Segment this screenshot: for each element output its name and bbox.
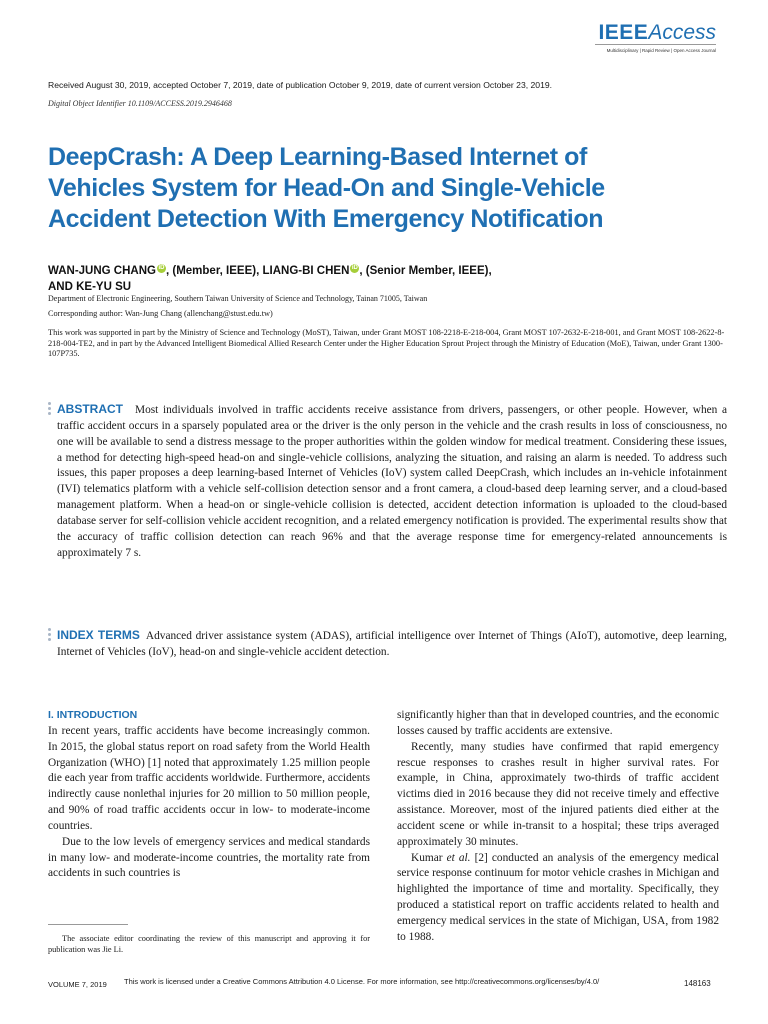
received-dates: Received August 30, 2019, accepted October 7, 2019, date of publication October 9, 2019, date of current version October 23, 2019.	[48, 80, 553, 90]
paragraph	[397, 851, 719, 946]
orcid-icon[interactable]: iD	[351, 265, 358, 272]
footnote: The associate editor coordinating the review of this manuscript and approving it for publication was Jie Li.	[48, 934, 370, 954]
text-run: Kumar	[411, 851, 447, 864]
author-name: LIANG-BI CHEN	[262, 265, 350, 277]
index-terms-text: Advanced driver assistance system (ADAS), artificial intelligence over Internet of Things (AIoT), automotive, deep learning, Internet of Vehicles (IoV), head-on and single-vehicle accident detection.	[57, 630, 727, 658]
page-number: 148163	[684, 979, 711, 988]
paragraph: In recent years, traffic accidents have become increasingly common. In 2015, the global status report on road safety from the World Health Organization (WHO) [1] noted that approximately 1.25 million people die each year from traffic accidents worldwide. Furthermore, accidents indirectly cause nonlethal injuries for 20 million to 50 million people, and 90% of road traffic accidents occur in low- to moderate-income countries.	[48, 724, 370, 832]
logo-access: Access	[648, 21, 716, 44]
funding-statement: This work was supported in part by the Ministry of Science and Technology (MoST), Taiwan, under Grant MOST 108-2218-E-218-004, Grant MOST 107-2632-E-218-001, and Grant MOST 108-2622-8-218-004-TE2, and in part by the Advanced Intelligent Biomedical Allied Research Center under the Higher Education Sprout Project through the Ministry of Education (MoE), Taiwan, under Grant 1300-107P735.	[48, 328, 725, 359]
paragraph: Due to the low levels of emergency services and medical standards in many low- and moderate-income countries, the mortality rate from accidents in such countries is	[48, 835, 370, 880]
footer-license[interactable]: This work is licensed under a Creative Commons Attribution 4.0 License. For more information, see http://creativecommons.org/licenses/by/4.0/	[124, 977, 600, 986]
logo-tagline: Multidisciplinary | Rapid Review | Open Access Journal	[606, 48, 716, 53]
author-role: , (Senior Member, IEEE),	[359, 265, 492, 277]
text-run-italic: et al.	[446, 851, 471, 864]
affiliation: Department of Electronic Engineering, Southern Taiwan University of Science and Technology, Tainan 71005, Taiwan	[48, 294, 428, 303]
introduction-heading: I. INTRODUCTION	[48, 709, 138, 721]
index-terms-heading: INDEX TERMS	[57, 628, 140, 642]
footer-volume: VOLUME 7, 2019	[48, 980, 107, 989]
dots-icon	[48, 628, 52, 643]
author-list	[48, 263, 728, 295]
doi[interactable]: Digital Object Identifier 10.1109/ACCESS.2019.2946468	[48, 99, 232, 108]
footnote-divider	[48, 924, 128, 925]
author-name: AND KE-YU SU	[48, 281, 132, 293]
header-divider	[595, 44, 716, 45]
index-terms	[57, 628, 727, 661]
logo-ieee: IEEE	[598, 21, 649, 44]
corresponding-author: Corresponding author: Wan-Jung Chang (allenchang@stust.edu.tw)	[48, 309, 273, 318]
orcid-icon[interactable]: iD	[158, 265, 165, 272]
ieee-access-logo	[546, 22, 716, 53]
author-name: WAN-JUNG CHANG	[48, 265, 156, 277]
right-column	[397, 708, 719, 946]
dots-icon	[48, 402, 52, 417]
author-role: , (Member, IEEE),	[165, 265, 263, 277]
abstract-heading: ABSTRACT	[57, 402, 123, 416]
abstract	[57, 402, 727, 561]
left-column	[48, 708, 370, 882]
paragraph: Recently, many studies have confirmed that rapid emergency rescue responses to crashes result in higher survival rates. For example, in China, approximately two-thirds of traffic accident victims died in 2016 because they did not receive timely and effective assistance. Moreover, most of the injured patients died either at the accident scene or while in-transit to a hospital; these trips averaged approximately 30 minutes.	[397, 740, 719, 848]
abstract-text: Most individuals involved in traffic accidents receive assistance from drivers, passengers, or other people. However, when a traffic accident occurs in a sparsely populated area or the driver is the only person in the vehicle and the crash results in loss of consciousness, no one will be available to send a distress message to the proper authorities within the golden window for medical treatment. Considering these issues, a method for detecting high-speed head-on and single-vehicle collisions, analyzing the situation, and raising an alarm is needed. To address such issues, this paper proposes a deep learning-based Internet of Vehicles (IoV) system called DeepCrash, which includes an in-vehicle infotainment (IVI) telematics platform with a vehicle self-collision detection sensor and a front camera, a cloud-based deep learning server, and a cloud-based management platform. When a head-on or single-vehicle collision is detected, accident detection information is uploaded to the cloud-based database server for self-collision vehicle accident recognition, and a related emergency notification is provided. The experimental results show that the accuracy of traffic collision detection can reach 96% and that the average response time for emergency-related announcements is approximately 7 s.	[57, 404, 727, 559]
paragraph: significantly higher than that in developed countries, and the economic losses caused by traffic accidents are extensive.	[397, 709, 719, 737]
text-run: [2] conducted an analysis of the emergency medical service response continuum for motor vehicle crashes in Michigan and highlighted the importance of time and mortality. Specifically, they produced a statistical report on traffic accidents related to health and emergency medical services in the state of Michigan, USA, from 1982 to 1988.	[397, 851, 719, 943]
paper-title: DeepCrash: A Deep Learning-Based Internet of Vehicles System for Head-On and Single-Vehicle Accident Detection With Emergency Notification	[48, 143, 605, 233]
